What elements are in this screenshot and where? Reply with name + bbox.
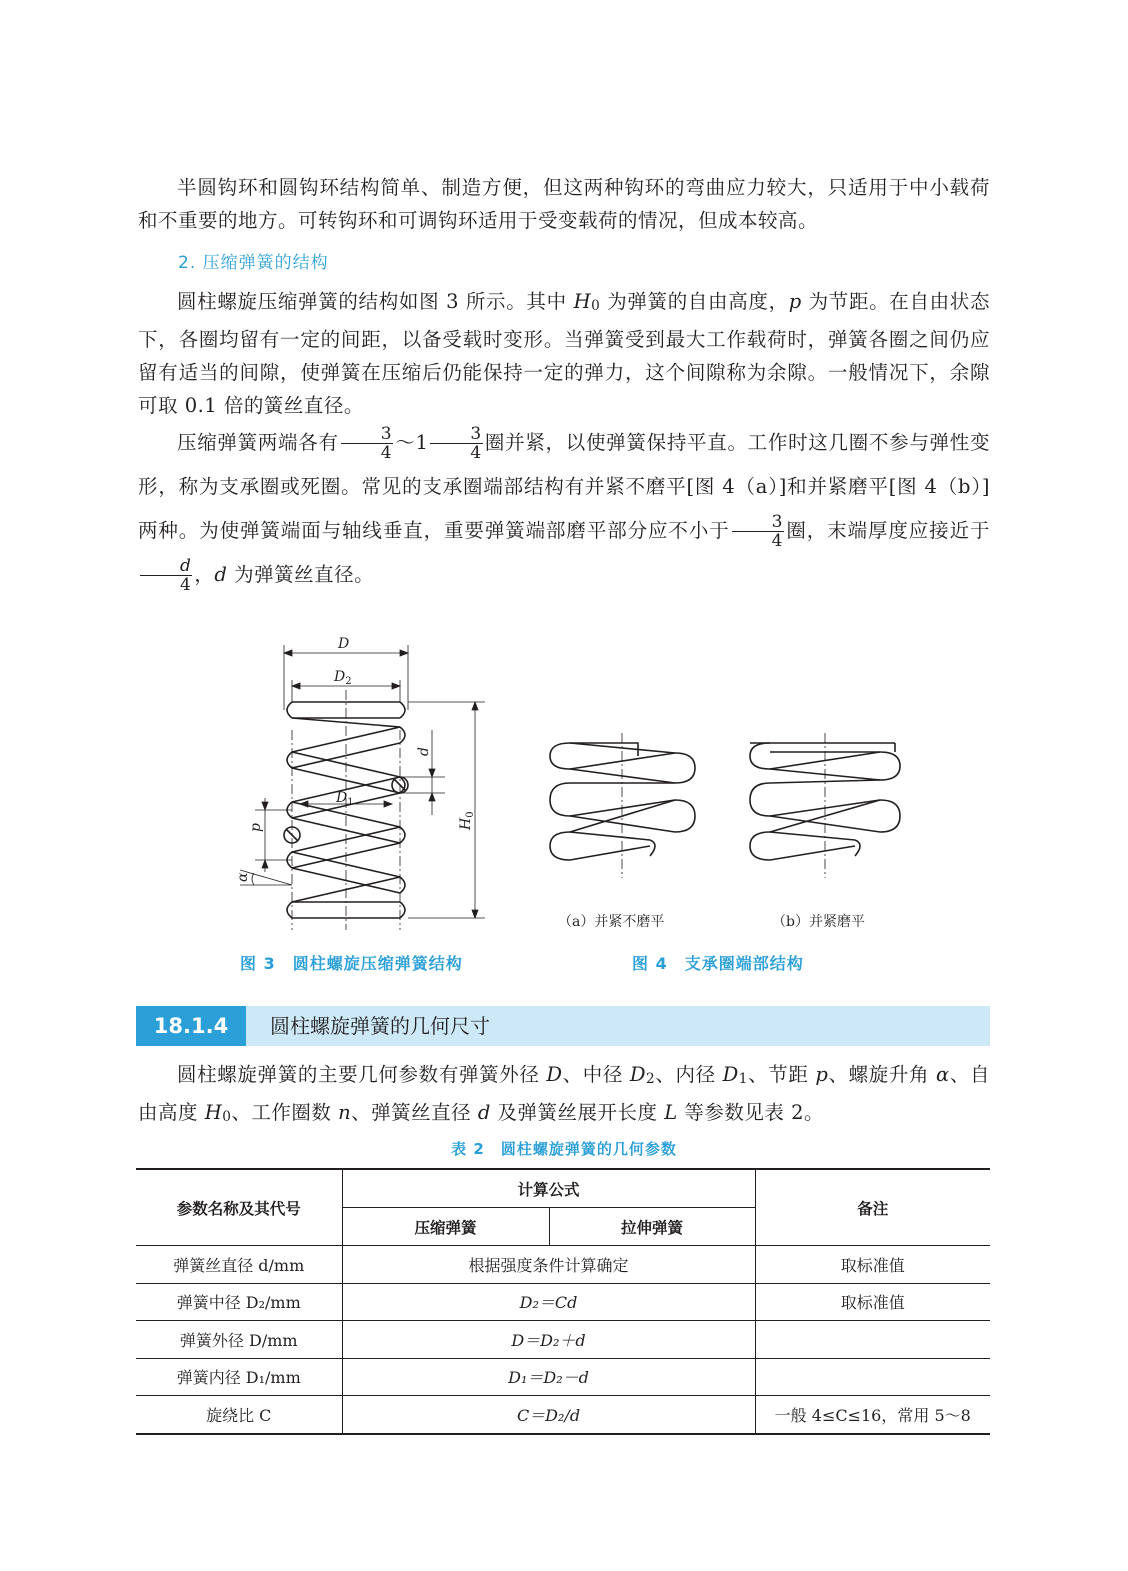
cell-note: 取标准值	[755, 1283, 990, 1321]
table-header-row	[136, 1169, 990, 1208]
geometry-parameters-table	[136, 1168, 990, 1435]
section-number: 18.1.4	[136, 1006, 246, 1046]
cell-note: 一般 4≤C≤16，常用 5～8	[755, 1396, 990, 1434]
fraction-3-4: $\frac{3}{4}$	[430, 425, 482, 462]
subcaption-b: （b）并紧磨平	[772, 914, 865, 930]
header-tension: 拉伸弹簧	[549, 1208, 755, 1246]
cell-name: 旋绕比 C	[136, 1396, 342, 1434]
label-D: D	[338, 636, 350, 652]
header-compression: 压缩弹簧	[342, 1208, 549, 1246]
cell-note	[755, 1358, 990, 1396]
label-H0: $H_0$	[458, 811, 476, 830]
cell-name: 弹簧外径 D/mm	[136, 1321, 342, 1359]
section-header	[136, 1006, 990, 1046]
label-D2: $D_2$	[334, 669, 352, 687]
fraction-d-4: $\frac{d}{4}$	[140, 557, 192, 594]
label-p: p	[248, 823, 264, 832]
paragraph-geometry: 圆柱螺旋弹簧的主要几何参数有弹簧外径 D、中径 $D_2$、内径 $D_1$、节距 p、螺旋升角 α、自由高度 $H_0$、工作圈数 n、弹簧丝直径 d 及弹簧丝展开长度 L 等参数见表 2。	[138, 1063, 990, 1125]
cell-name: 弹簧丝直径 d/mm	[136, 1246, 342, 1284]
subcaption-a: （a）并紧不磨平	[558, 914, 665, 930]
cell-name: 弹簧内径 D₁/mm	[136, 1358, 342, 1396]
table-row	[136, 1396, 990, 1434]
section-title: 圆柱螺旋弹簧的几何尺寸	[270, 1014, 490, 1038]
table-row	[136, 1246, 990, 1284]
label-D1: $D_1$	[336, 790, 354, 808]
header-param: 参数名称及其代号	[136, 1169, 342, 1246]
table-row	[136, 1358, 990, 1396]
cell-formula: C＝D₂/d	[342, 1396, 755, 1434]
cell-note: 取标准值	[755, 1246, 990, 1284]
table-row	[136, 1283, 990, 1321]
table-2-caption: 表 2 圆柱螺旋弹簧的几何参数	[451, 1140, 677, 1158]
table-row	[136, 1321, 990, 1359]
header-formula: 计算公式	[342, 1169, 755, 1208]
figure-4-caption: 图 4 支承圈端部结构	[632, 954, 804, 973]
label-d: d	[416, 747, 432, 756]
paragraph-compression-structure: 圆柱螺旋压缩弹簧的结构如图 3 所示。其中 $H_0$ 为弹簧的自由高度，p 为节距。在自由状态下，各圈均留有一定的间距，以备受载时变形。当弹簧受到最大工作载荷时，弹簧各圈之间仍应留有适当的间隙，使弹簧在压缩后仍能保持一定的弹力，这个间隙称为余隙。一般情况下，余隙可取 0.1 倍的簧丝直径。	[138, 290, 990, 417]
fraction-3-4: $\frac{3}{4}$	[732, 513, 784, 550]
cell-formula: 根据强度条件计算确定	[342, 1246, 755, 1284]
header-note: 备注	[755, 1169, 990, 1246]
figure-3-caption: 图 3 圆柱螺旋压缩弹簧结构	[240, 954, 463, 973]
cell-formula: D₂＝Cd	[342, 1283, 755, 1321]
paragraph-support-coils: 压缩弹簧两端各有 $\frac{3}{4}$ ～1 $\frac{3}{4}$ 圈并紧，以使弹簧保持平直。工作时这几圈不参与弹性变形，称为支承圈或死圈。常见的支承圈端部结构有并紧不磨平[图 4（a）]和并紧磨平[图 4（b）]两种。为使弹簧端面与轴线垂直，重要弹簧端部磨平部分应不小于 $\frac{3}{4}$ 圈，末端厚度应接近于 $\frac{d}{4}$ ，d 为弹簧丝直径。	[138, 424, 990, 595]
cell-formula: D₁＝D₂－d	[342, 1358, 755, 1396]
label-alpha: α	[235, 872, 251, 882]
subheading-compression-spring: 2. 压缩弹簧的结构	[178, 253, 329, 273]
cell-note	[755, 1321, 990, 1359]
cell-name: 弹簧中径 D₂/mm	[136, 1283, 342, 1321]
cell-formula: D＝D₂＋d	[342, 1321, 755, 1359]
paragraph-hooks: 半圆钩环和圆钩环结构简单、制造方便，但这两种钩环的弯曲应力较大，只适用于中小载荷和不重要的地方。可转钩环和可调钩环适用于受变载荷的情况，但成本较高。	[138, 176, 990, 232]
coil-ends-drawing	[540, 728, 920, 958]
fraction-3-4: $\frac{3}{4}$	[341, 425, 393, 462]
